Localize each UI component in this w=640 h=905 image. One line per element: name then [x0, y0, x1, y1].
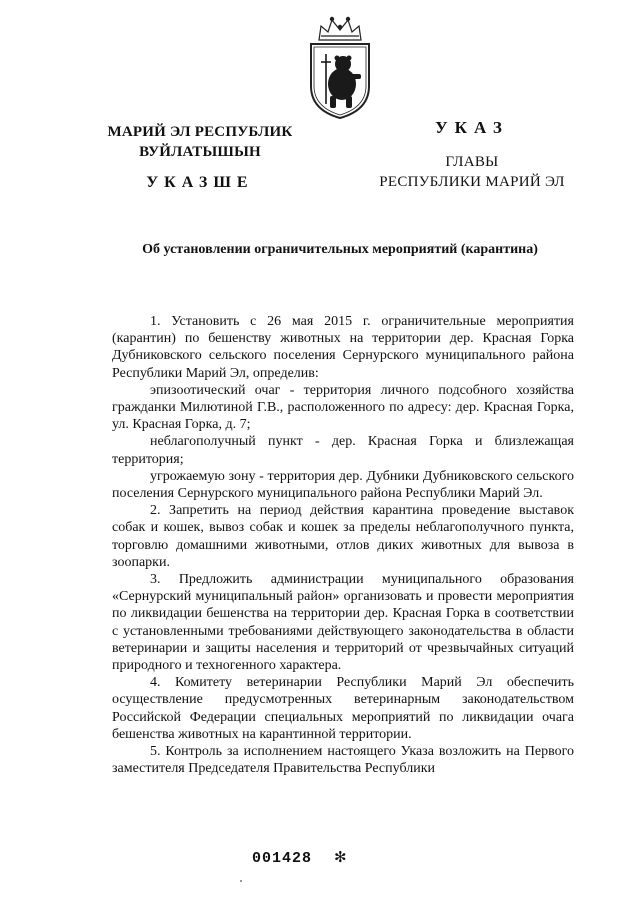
- document-number: [252, 848, 348, 867]
- document-title: Об установлении ограничительных мероприятий (карантина): [142, 242, 538, 257]
- header-right-title: УКАЗ: [435, 118, 509, 137]
- paragraph: неблагополучный пункт - дер. Красная Горка и близлежащая территория;: [112, 434, 574, 467]
- paragraph: 4. Комитету ветеринарии Республики Марий Эл обеспечить осуществление предусмотренных ветеринарным законодательством Российской Федерации специальных мероприятий по ликвидации очага бешенства животных на карантинной территории.: [112, 675, 574, 742]
- coat-of-arms-icon: [301, 14, 379, 122]
- header-left-line1: МАРИЙ ЭЛ РЕСПУБЛИК: [107, 124, 293, 140]
- bear-icon: [328, 56, 361, 109]
- paragraph: 1. Установить с 26 мая 2015 г. ограничительные мероприятия (карантин) по бешенству животных на территории дер. Красная Горка Дубниковского сельского поселения Сернурского муниципального района Республики Марий Эл, определив:: [112, 314, 574, 381]
- asterisk-mark: ✻: [334, 848, 348, 866]
- header-right-line2: РЕСПУБЛИКИ МАРИЙ ЭЛ: [379, 174, 565, 190]
- paragraph: 5. Контроль за исполнением настоящего Указа возложить на Первого заместителя Председателя Правительства Республики: [112, 744, 574, 777]
- crown-icon: [319, 17, 361, 40]
- shield-ornament-icon: [347, 76, 355, 84]
- header-left-title: УКАЗШЕ: [146, 174, 254, 191]
- document-body: [112, 313, 574, 777]
- scan-speck: [240, 880, 242, 882]
- paragraph: 2. Запретить на период действия карантина проведение выставок собак и кошек, вывоз собак и кошек за пределы неблагополучного пункта, торговлю домашними животными, отлов диких животных для вывоза в зоопарки.: [112, 503, 574, 570]
- header-right: [352, 118, 592, 192]
- header-left-line2: ВУЙЛАТЫШЫН: [139, 144, 261, 160]
- paragraph: угрожаемую зону - территория дер. Дубники Дубниковского сельского поселения Сернурского муниципального района Республики Марий Эл.: [112, 468, 574, 502]
- paragraph: 3. Предложить администрации муниципального образования «Сернурский муниципальный район» организовать и провести мероприятия по ликвидации бешенства на территории дер. Красная Горка в соответствии с установленными требованиями действующего законодательства в области ветеринарии и защиты населения и территорий от чрезвычайных ситуаций природного и техногенного характера.: [112, 572, 574, 674]
- document-number-value: 001428: [252, 850, 313, 867]
- header-right-line1: ГЛАВЫ: [445, 154, 499, 170]
- header-left: [100, 122, 300, 192]
- paragraph: эпизоотический очаг - территория личного подсобного хозяйства гражданки Милютиной Г.В., расположенного по адресу: дер. Красная Горка, ул. Красная Горка, д. 7;: [112, 382, 574, 433]
